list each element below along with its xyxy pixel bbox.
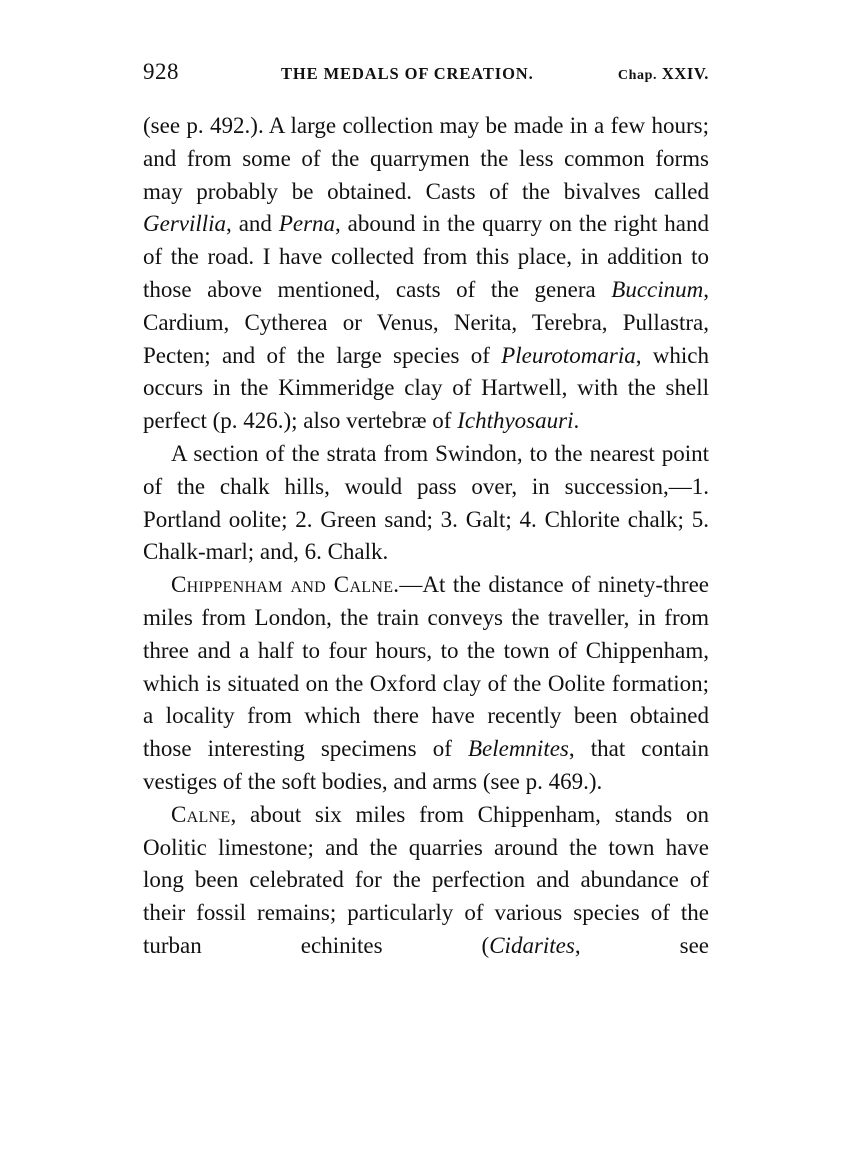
section-lead: Calne — [171, 801, 231, 827]
italic-term: Pleurotomaria — [501, 342, 636, 368]
text-run: . — [573, 408, 580, 434]
text-run: A section of the strata from Swindon, to the nearest point of the chalk hills, would pass over, in succession,—1. Portland oolite; 2. Green sand; 3. Galt; 4. Chlorite chalk; 5. Chalk-marl; and, 6. Chalk. — [143, 440, 709, 565]
chapter-number: XXIV. — [661, 64, 709, 83]
italic-term: Cidarites — [489, 932, 575, 958]
running-head — [143, 58, 709, 90]
text-run: , Cardium, Cytherea or Venus, Nerita, Terebra, Pullastra, Pecten; and of the large species of — [143, 276, 709, 368]
chapter-label: Chap. — [617, 68, 658, 83]
book-title: THE MEDALS OF CREATION. — [281, 64, 534, 83]
text-run: , about six miles from Chippenham, stands on Oolitic limestone; and the quarries around the town have long been celebrated for the perfection and abundance of their fossil remains; particularly of various species of the turban echinites ( — [143, 801, 709, 958]
text-run: (see p. 492.). A large collection may be made in a few hours; and from some of the quarrymen the less common forms may probably be obtained. Casts of the bivalves called — [143, 113, 709, 204]
paragraph-calne — [143, 799, 709, 963]
text-run: , which occurs in the Kimmeridge clay of Hartwell, with the shell perfect (p. 426.); also vertebræ of — [143, 342, 709, 434]
italic-term: Belemnites — [467, 736, 569, 762]
italic-term: Ichthyosauri — [457, 408, 574, 434]
text-run: , and — [226, 211, 279, 237]
book-page — [143, 58, 709, 963]
paragraph-continuation — [143, 110, 709, 438]
italic-term: Gervillia — [143, 211, 227, 237]
text-run: —At the distance of ninety-three miles from London, the train conveys the traveller, in from three and a half to four hours, to the town of Chippenham, which is situated on the Oxford clay of the Oolite formation; a locality from which there have recently been obtained those interesting specimens of — [143, 572, 709, 762]
page-number: 928 — [143, 59, 179, 84]
text-run: , that contain vestiges of the soft bodies, and arms (see p. 469.). — [143, 736, 709, 794]
paragraph-swindon-section — [143, 438, 709, 569]
italic-term: Perna — [278, 211, 336, 237]
text-run: , see — [574, 932, 709, 958]
chapter-reference — [618, 60, 709, 90]
paragraph-chippenham-calne — [143, 569, 709, 799]
italic-term: Buccinum — [611, 276, 704, 302]
text-run: , abound in the quarry on the right hand of the road. I have collected from this place, in addition to those above mentioned, casts of the genera — [143, 211, 709, 302]
section-lead: Chippenham and Calne. — [171, 572, 400, 598]
body-text — [143, 110, 709, 963]
